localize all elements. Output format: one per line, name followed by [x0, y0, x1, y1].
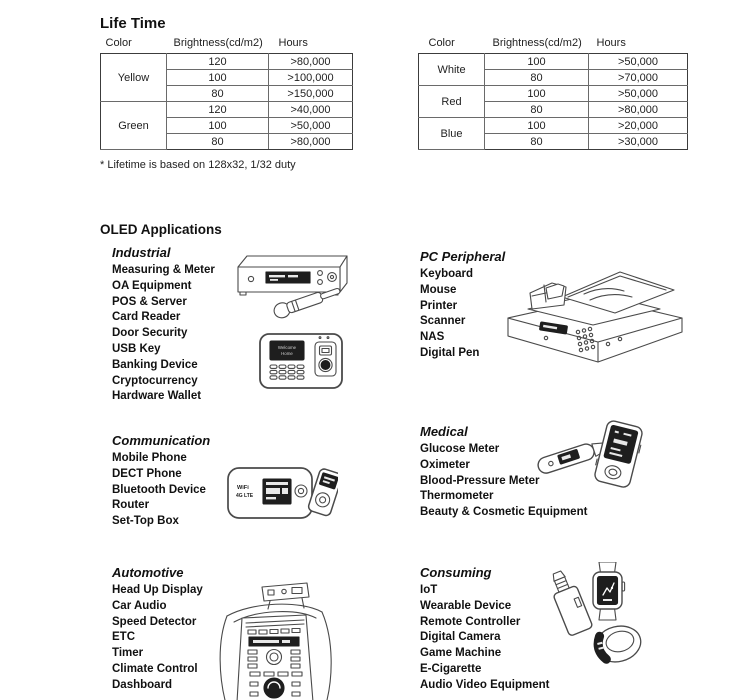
- category-item: Door Security: [112, 327, 188, 340]
- cell-hours: >150,000: [269, 86, 353, 102]
- category-item: Thermometer: [420, 490, 494, 503]
- lifetime-table-left: [100, 36, 353, 150]
- category-item: E-Cigarette: [420, 662, 482, 675]
- category-item: Printer: [420, 299, 458, 312]
- app-category-communication: [112, 433, 210, 530]
- category-item: Hardware Wallet: [112, 390, 202, 403]
- category-item: Cryptocurrency: [112, 374, 198, 387]
- header-hours: Hours: [278, 36, 308, 49]
- access-control-icon: [258, 332, 344, 390]
- category-title: Communication: [112, 433, 211, 448]
- mobile-hotspot-icon: [226, 458, 338, 526]
- cell-hours: >80,000: [269, 134, 353, 150]
- cell-brightness: 100: [485, 54, 589, 70]
- category-item: Measuring & Meter: [112, 264, 215, 276]
- cell-brightness: 120: [167, 102, 269, 118]
- cell-brightness: 80: [167, 134, 269, 150]
- category-item: Wearable Device: [420, 599, 512, 612]
- app-category-pc-peripheral: [420, 249, 505, 362]
- cell-color: Red: [419, 86, 485, 118]
- category-item: Head Up Display: [112, 584, 203, 596]
- category-item: Card Reader: [112, 311, 181, 324]
- header-hours: Hours: [596, 36, 626, 49]
- category-item: Bluetooth Device: [112, 483, 206, 496]
- cell-hours: >50,000: [589, 54, 688, 70]
- category-item: Keyboard: [420, 268, 474, 280]
- table-row: [419, 54, 688, 70]
- cell-hours: >20,000: [589, 118, 688, 134]
- cell-hours: >70,000: [589, 70, 688, 86]
- category-item: Blood-Pressure Meter: [420, 474, 540, 487]
- wireless-mic-receiver-icon: [228, 252, 356, 324]
- category-list: [112, 263, 215, 405]
- table-row: [101, 54, 353, 70]
- cell-brightness: 100: [485, 86, 589, 102]
- fitness-band: [591, 621, 644, 666]
- category-list: [112, 583, 203, 694]
- cell-color: Yellow: [101, 54, 167, 102]
- header-brightness: Brightness(cd/m2): [492, 36, 582, 49]
- medical-devices-icon: [532, 418, 650, 498]
- category-item: Climate Control: [112, 662, 198, 675]
- scanner-icon: [502, 252, 687, 367]
- category-list: [420, 583, 549, 694]
- category-title: Industrial: [112, 245, 171, 260]
- category-list: [420, 267, 505, 362]
- lifetime-footnote: * Lifetime is based on 128x32, 1/32 duty: [100, 159, 296, 171]
- category-item: DECT Phone: [112, 467, 182, 480]
- category-item: Glucose Meter: [420, 443, 500, 455]
- cell-hours: >40,000: [269, 102, 353, 118]
- category-item: IoT: [420, 584, 438, 596]
- category-item: Timer: [112, 647, 144, 660]
- category-item: Digital Camera: [420, 631, 501, 644]
- category-title: Automotive: [112, 565, 184, 580]
- cell-color: Green: [101, 102, 167, 150]
- category-item: Router: [112, 499, 150, 512]
- cell-hours: >80,000: [589, 102, 688, 118]
- category-list: [112, 451, 210, 530]
- category-item: Car Audio: [112, 599, 167, 612]
- applications-section-title: OLED Applications: [100, 222, 222, 237]
- cell-hours: >30,000: [589, 134, 688, 150]
- wearables-icon: [548, 562, 653, 667]
- cell-hours: >50,000: [589, 86, 688, 102]
- header-color: Color: [428, 36, 455, 49]
- category-title: Medical: [420, 424, 468, 439]
- category-item: Speed Detector: [112, 615, 197, 628]
- table-row: [419, 86, 688, 102]
- cell-color: White: [419, 54, 485, 86]
- cell-brightness: 100: [485, 118, 589, 134]
- category-item: Mobile Phone: [112, 452, 187, 464]
- category-item: Oximeter: [420, 458, 470, 471]
- svg-text:Home: Home: [281, 351, 293, 356]
- category-item: USB Key: [112, 342, 161, 355]
- svg-text:WiFi: WiFi: [237, 485, 249, 491]
- category-title: Consuming: [420, 565, 492, 580]
- cell-brightness: 80: [485, 134, 589, 150]
- lifetime-table-right: [418, 36, 688, 150]
- category-title: PC Peripheral: [420, 249, 506, 264]
- lifetime-section-title: Life Time: [100, 15, 166, 32]
- category-item: OA Equipment: [112, 279, 192, 292]
- svg-text:Welcome: Welcome: [277, 345, 297, 350]
- cell-brightness: 80: [485, 70, 589, 86]
- app-category-industrial: [112, 245, 215, 405]
- cell-hours: >80,000: [269, 54, 353, 70]
- car-console-icon: [212, 582, 337, 700]
- cell-hours: >100,000: [269, 70, 353, 86]
- svg-text:4G LTE: 4G LTE: [236, 493, 254, 499]
- cell-brightness: 100: [167, 70, 269, 86]
- category-item: POS & Server: [112, 295, 187, 308]
- category-item: Beauty & Cosmetic Equipment: [420, 506, 588, 519]
- category-item: Audio Video Equipment: [420, 678, 550, 691]
- category-item: Scanner: [420, 315, 466, 328]
- table-row: [419, 118, 688, 134]
- table-header-row: [101, 36, 353, 54]
- cell-brightness: 100: [167, 118, 269, 134]
- header-color: Color: [105, 36, 132, 49]
- category-item: NAS: [420, 331, 445, 344]
- header-brightness: Brightness(cd/m2): [173, 36, 263, 49]
- cell-brightness: 120: [167, 54, 269, 70]
- cell-hours: >50,000: [269, 118, 353, 134]
- cell-brightness: 80: [485, 102, 589, 118]
- table-row: [101, 102, 353, 118]
- app-category-consuming: [420, 565, 549, 694]
- category-item: Game Machine: [420, 647, 502, 660]
- category-item: Mouse: [420, 283, 457, 296]
- category-item: Digital Pen: [420, 346, 480, 359]
- table-header-row: [419, 36, 688, 54]
- app-category-automotive: [112, 565, 203, 694]
- category-item: Banking Device: [112, 358, 198, 371]
- category-item: ETC: [112, 631, 135, 644]
- smartwatch: [593, 562, 625, 620]
- category-item: Set-Top Box: [112, 515, 179, 528]
- category-item: Dashboard: [112, 678, 173, 691]
- cell-color: Blue: [419, 118, 485, 150]
- category-item: Remote Controller: [420, 615, 521, 628]
- cell-brightness: 80: [167, 86, 269, 102]
